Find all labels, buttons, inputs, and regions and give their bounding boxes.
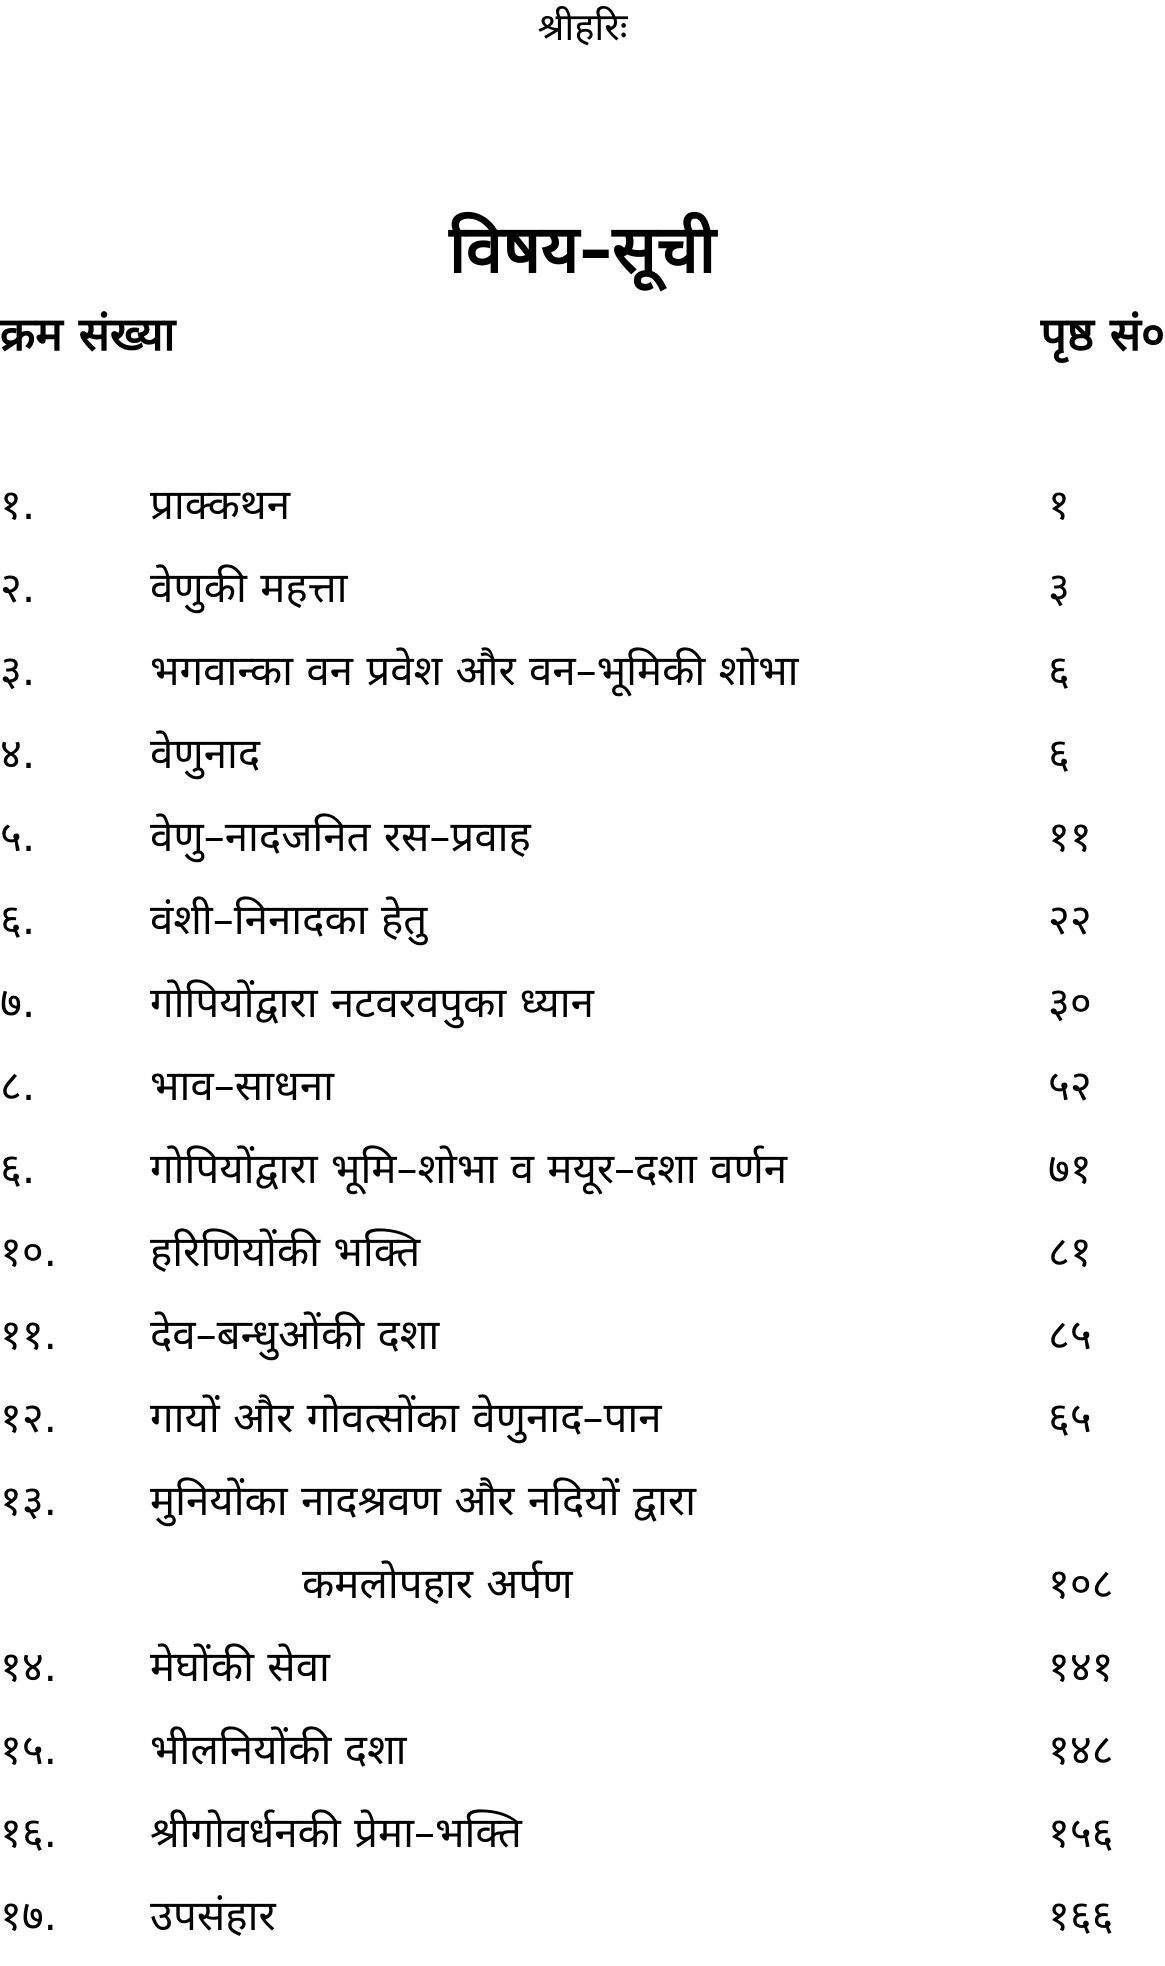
toc-row <box>0 638 1165 721</box>
toc-page-number: ८१ <box>1048 1227 1092 1276</box>
table-of-contents <box>0 472 1165 1966</box>
toc-page-number: १०८ <box>1048 1559 1114 1608</box>
toc-page-number: ६ <box>1048 646 1070 695</box>
toc-page-number: ७१ <box>1048 1144 1092 1193</box>
toc-row <box>0 1634 1165 1717</box>
toc-serial: १०. <box>0 1227 58 1276</box>
toc-topic: श्रीगोवर्धनकी प्रेमा–भक्ति <box>150 1808 522 1857</box>
toc-row <box>0 887 1165 970</box>
toc-topic: वेणुकी महत्ता <box>150 563 348 612</box>
toc-serial: ५. <box>0 812 36 861</box>
toc-row <box>0 804 1165 887</box>
toc-serial: १. <box>0 480 36 529</box>
toc-serial: ७. <box>0 978 36 1027</box>
toc-page-number: १ <box>1048 480 1070 529</box>
toc-row <box>0 555 1165 638</box>
toc-row <box>0 1219 1165 1302</box>
toc-page-number: ११ <box>1048 812 1092 861</box>
toc-row <box>0 970 1165 1053</box>
toc-serial: ८. <box>0 1061 36 1110</box>
toc-row <box>0 1468 1165 1551</box>
toc-page-number: ८५ <box>1048 1310 1092 1359</box>
toc-topic: हरिणियोंकी भक्ति <box>150 1227 421 1276</box>
toc-topic: उपसंहार <box>150 1891 276 1940</box>
toc-page-number: १४८ <box>1048 1725 1114 1774</box>
toc-serial: १७. <box>0 1891 58 1940</box>
toc-row <box>0 1800 1165 1883</box>
toc-topic: वंशी–निनादका हेतु <box>150 895 428 944</box>
toc-page-number: १५६ <box>1048 1808 1114 1857</box>
toc-topic: वेणुनाद <box>150 729 261 778</box>
toc-serial: ४. <box>0 729 36 778</box>
toc-serial: २. <box>0 563 36 612</box>
toc-page-number: ३ <box>1048 563 1070 612</box>
toc-topic: भगवान्का वन प्रवेश और वन–भूमिकी शोभा <box>150 646 799 695</box>
toc-topic: गोपियोंद्वारा नटवरवपुका ध्यान <box>150 978 594 1027</box>
page-column-header: पृष्ठ सं० <box>1040 307 1165 361</box>
toc-row <box>0 1053 1165 1136</box>
toc-serial: १२. <box>0 1393 58 1442</box>
toc-serial: १६. <box>0 1808 58 1857</box>
toc-page-number: २२ <box>1048 895 1092 944</box>
toc-serial: ६. <box>0 1144 36 1193</box>
toc-serial: १३. <box>0 1476 58 1525</box>
toc-serial: ३. <box>0 646 36 695</box>
toc-serial: १४. <box>0 1642 58 1691</box>
toc-topic: प्राक्कथन <box>150 480 291 529</box>
toc-page-number: ६५ <box>1048 1393 1092 1442</box>
serial-column-header: क्रम संख्या <box>0 307 176 361</box>
toc-row <box>0 1302 1165 1385</box>
toc-topic: मेघोंकी सेवा <box>150 1642 330 1691</box>
toc-page-number: १४१ <box>1048 1642 1114 1691</box>
toc-row <box>0 472 1165 555</box>
toc-topic: गायों और गोवत्सोंका वेणुनाद–पान <box>150 1393 662 1442</box>
toc-topic: भीलनियोंकी दशा <box>150 1725 407 1774</box>
toc-row <box>0 721 1165 804</box>
page-title: विषय–सूची <box>449 211 716 288</box>
toc-row-continuation <box>0 1551 1165 1634</box>
invocation-heading: श्रीहरिः <box>537 5 628 49</box>
toc-topic: वेणु–नादजनित रस–प्रवाह <box>150 812 531 861</box>
toc-row <box>0 1883 1165 1966</box>
toc-serial: ११. <box>0 1310 58 1359</box>
toc-topic: मुनियोंका नादश्रवण और नदियों द्वारा <box>150 1476 696 1525</box>
toc-row <box>0 1717 1165 1800</box>
toc-page-number: ३० <box>1048 978 1092 1027</box>
toc-topic: कमलोपहार अर्पण <box>302 1559 573 1608</box>
toc-row <box>0 1136 1165 1219</box>
toc-topic: देव–बन्धुओंकी दशा <box>150 1310 440 1359</box>
toc-page-number: १६६ <box>1048 1891 1114 1940</box>
toc-topic: गोपियोंद्वारा भूमि–शोभा व मयूर–दशा वर्णन <box>150 1144 788 1193</box>
toc-page-number: ५२ <box>1048 1061 1092 1110</box>
toc-serial: १५. <box>0 1725 58 1774</box>
toc-serial: ६. <box>0 895 36 944</box>
toc-topic: भाव–साधना <box>150 1061 335 1110</box>
toc-row <box>0 1385 1165 1468</box>
toc-page-number: ६ <box>1048 729 1070 778</box>
